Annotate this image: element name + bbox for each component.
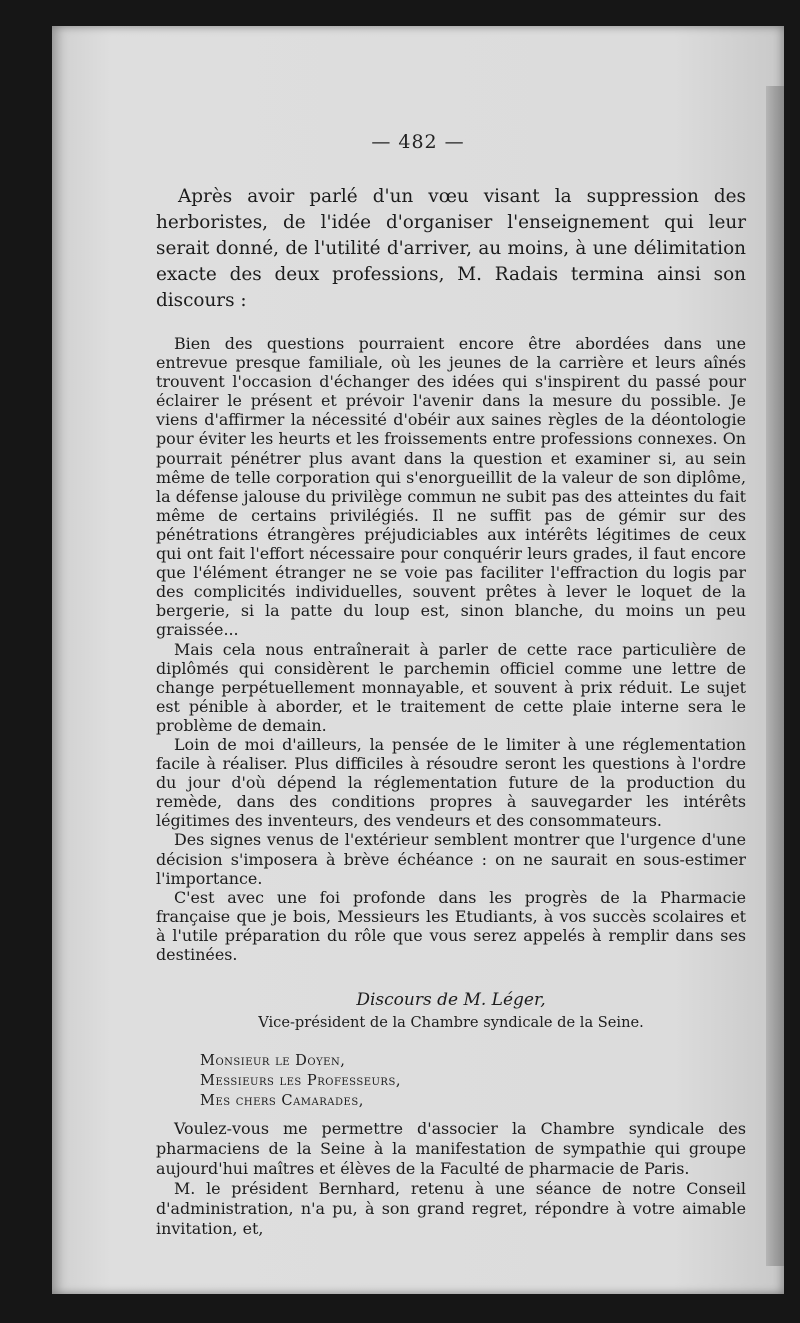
quote-paragraph: Des signes venus de l'extérieur semblent montrer que l'urgence d'une décision s'imposera à brève échéance : on ne saurait en sous-estimer l'importance.	[156, 830, 746, 888]
quote-paragraph: C'est avec une foi profonde dans les progrès de la Pharmacie française que je bois, Messieurs les Etudiants, à vos succès scolaires et à l'utile préparation du rôle que vous serez appelés à remplir dans ses destinées.	[156, 887, 746, 964]
quote-paragraph: Mais cela nous entraînerait à parler de cette race particulière de diplômés qui considèrent le parchemin officiel comme une lettre de change perpétuellement monnayable, et souvent à prix réduit. Le sujet est pénible à aborder, et le traitement de cette plaie interne sera le problème de demain.	[156, 639, 746, 735]
body-paragraph: M. le président Bernhard, retenu à une séance de notre Conseil d'administration, n'a pu, à son grand regret, répondre à votre aimable invitation, et,	[156, 1179, 746, 1239]
speech-title: Discours de M. Léger,	[356, 990, 546, 1011]
salutation-line: Mes chers Camarades,	[200, 1092, 364, 1110]
speech-subtitle: Vice-président de la Chambre syndicale de la Seine.	[258, 1014, 644, 1032]
body-paragraph: Voulez-vous me permettre d'associer la Chambre syndicale des pharmaciens de la Seine à la manifestation de sympathie qui groupe aujourd'hui maîtres et élèves de la Faculté de pharmacie de Paris.	[156, 1119, 746, 1179]
book-page	[52, 26, 784, 1294]
page-number: — 482 —	[371, 131, 465, 153]
page-content	[156, 184, 746, 1239]
speech-quote	[156, 334, 746, 964]
salutation	[200, 1051, 746, 1111]
salutation-line: Messieurs les Professeurs,	[200, 1072, 401, 1090]
quote-paragraph: Loin de moi d'ailleurs, la pensée de le limiter à une réglementation facile à réaliser. Plus difficiles à résoudre seront les questions à l'ordre du jour d'où dépend la réglementation future de la production du remède, dans des conditions propres à sauvegarder les intérêts légitimes des inventeurs, des vendeurs et des consommateurs.	[156, 734, 746, 831]
speech-body	[156, 1119, 746, 1239]
quote-paragraph: Bien des questions pourraient encore être abordées dans une entrevue presque familiale, où les jeunes de la carrière et leurs aînés trouvent l'occasion d'échanger des idées qui s'inspirent du passé pour éclairer le présent et prévoir l'avenir dans la mesure du possible. Je viens d'affirmer la nécessité d'obéir aux saines règles de la déontologie pour éviter les heurts et les froissements entre professions connexes. On pourrait pénétrer plus avant dans la question et examiner si, au sein même de telle corporation qui s'enorgueillit de la valeur de son diplôme, la défense jalouse du privilège commun ne subit pas des atteintes du fait même de certains privilégiés. Il ne suffit pas de gémir sur des pénétrations étrangères préjudiciables aux intérêts légitimes de ceux qui ont fait l'effort nécessaire pour conquérir leurs grades, il faut encore que l'élément étranger ne se voie pas faciliter l'effraction du logis par des complicités individuelles, souvent prêtes à lever le loquet de la bergerie, si la patte du loup est, sinon blanche, du moins un peu graissée...	[156, 334, 746, 640]
page-edge	[766, 86, 784, 1266]
intro-paragraph: Après avoir parlé d'un vœu visant la suppression des herboristes, de l'idée d'organiser l'enseignement qui leur serait donné, de l'utilité d'arriver, au moins, à une délimitation exacte des deux professions, M. Radais termina ainsi son discours :	[156, 186, 746, 311]
salutation-line: Monsieur le Doyen,	[200, 1052, 346, 1070]
